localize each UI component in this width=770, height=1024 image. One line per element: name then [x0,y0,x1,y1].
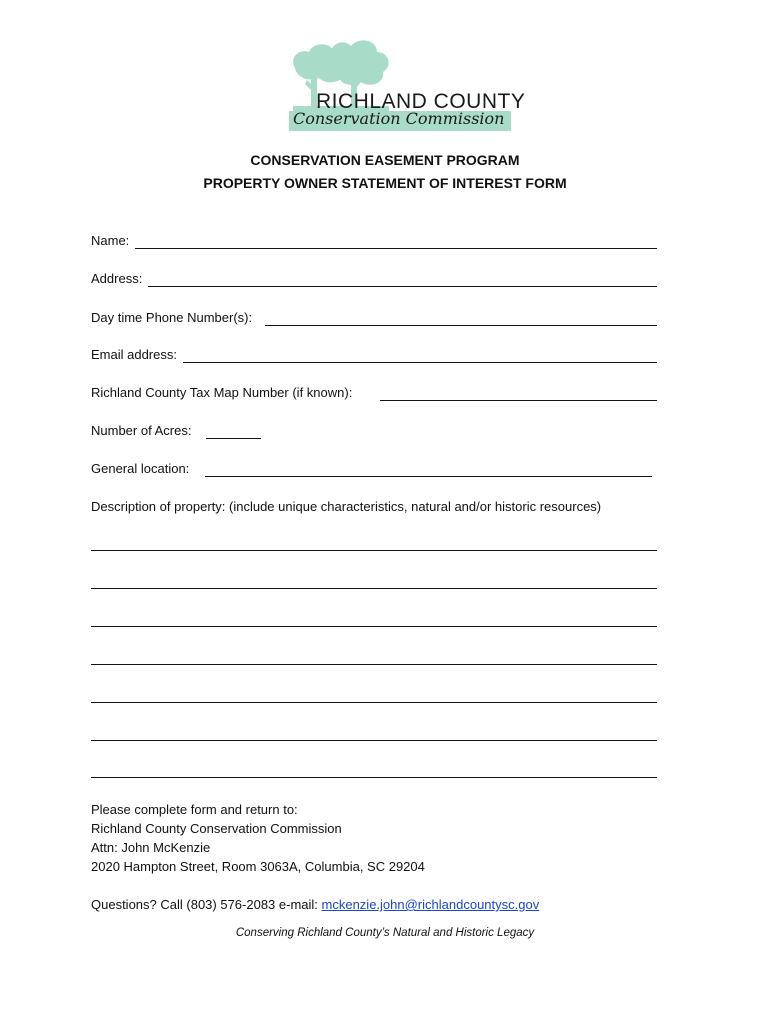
name-input-line[interactable] [135,248,657,249]
acres-input-line[interactable] [206,438,261,439]
description-line-7[interactable] [91,777,657,778]
name-label: Name: [91,233,130,248]
description-line-6[interactable] [91,740,657,741]
acres-label: Number of Acres: [91,423,192,438]
description-line-5[interactable] [91,702,657,703]
email-link[interactable]: mckenzie.john@richlandcountysc.gov [321,897,540,912]
phone-label: Day time Phone Number(s): [91,310,253,325]
description-label: Description of property: (include unique characteristics, natural and/or historic resources) [91,499,602,514]
location-label: General location: [91,461,190,476]
logo-subtitle: Conservation Commission [293,109,505,128]
location-input-line[interactable] [205,476,652,477]
questions-text: Questions? Call (803) 576-2083 e-mail: [91,897,322,912]
phone-input-line[interactable] [265,325,657,326]
description-line-1[interactable] [91,550,657,551]
footer-tagline: Conserving Richland County’s Natural and Historic Legacy [235,927,535,939]
address-input-line[interactable] [148,286,657,287]
form-title-line1: CONSERVATION EASEMENT PROGRAM [250,152,520,168]
email-label: Email address: [91,347,177,362]
form-title-line2: PROPERTY OWNER STATEMENT OF INTEREST FORM [203,175,567,191]
return-intro: Please complete form and return to: [91,802,298,817]
tax-map-input-line[interactable] [380,400,657,401]
return-org: Richland County Conservation Commission [91,821,342,836]
description-line-3[interactable] [91,626,657,627]
questions-line [91,897,539,912]
return-address: 2020 Hampton Street, Room 3063A, Columbia, SC 29204 [91,859,425,874]
tax-map-label: Richland County Tax Map Number (if known): [91,385,353,400]
return-attn: Attn: John McKenzie [91,840,211,855]
description-line-4[interactable] [91,664,657,665]
description-line-2[interactable] [91,588,657,589]
address-label: Address: [91,271,143,286]
logo-title: RICHLAND COUNTY [316,90,526,113]
email-input-line[interactable] [183,362,657,363]
